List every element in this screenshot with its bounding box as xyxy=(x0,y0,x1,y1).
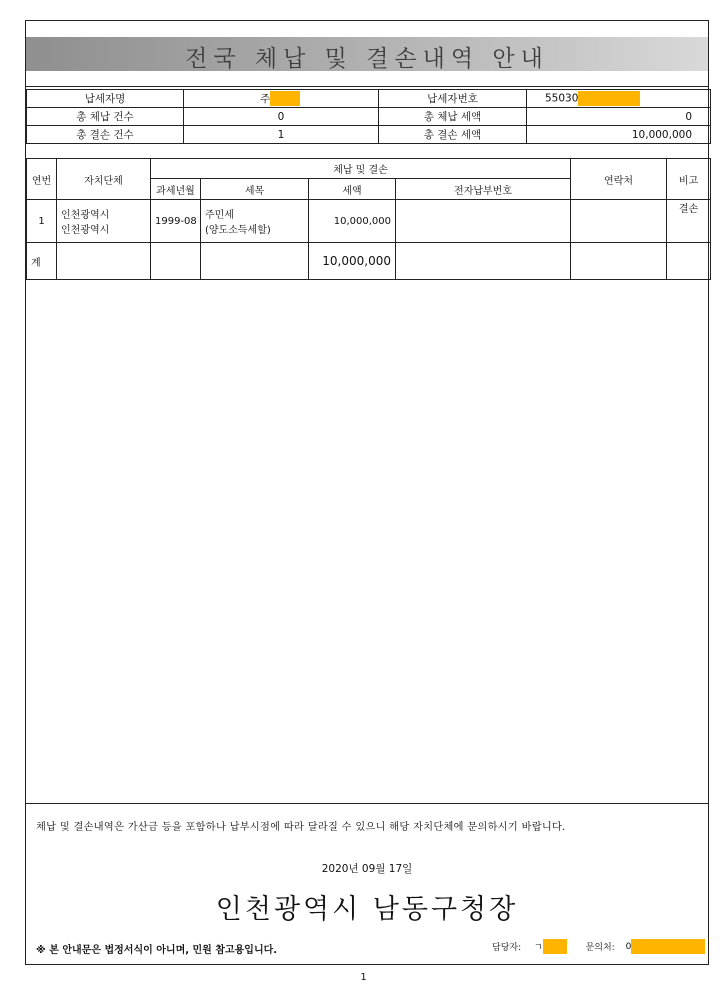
inquiry-label: 문의처: xyxy=(585,943,615,953)
officer-value: ㄱ xyxy=(534,943,543,953)
detail-table xyxy=(26,158,711,280)
arrears-amount-value: 0 xyxy=(527,108,711,126)
total-empty-cell xyxy=(396,243,571,280)
summary-row-taxpayer xyxy=(27,90,711,108)
taxpayer-no-label: 납세자번호 xyxy=(379,90,527,108)
redaction-mask xyxy=(270,91,300,106)
row-e-payment-no xyxy=(396,200,571,243)
row-local-gov-line1: 인천광역시 xyxy=(61,210,110,221)
redaction-mask xyxy=(578,91,640,106)
loss-count-value: 1 xyxy=(184,126,379,144)
summary-row-arrears xyxy=(27,108,711,126)
total-empty-cell xyxy=(57,243,151,280)
row-local-gov-line2: 인천광역시 xyxy=(61,225,110,236)
header-tax-item: 세목 xyxy=(201,179,309,200)
header-tax-amount: 세액 xyxy=(309,179,396,200)
header-remark: 비고 xyxy=(667,159,711,200)
total-amount: 10,000,000 xyxy=(309,243,396,280)
officer-label: 담당자: xyxy=(492,943,522,953)
row-seq: 1 xyxy=(27,200,57,243)
row-local-gov xyxy=(57,200,151,243)
header-tax-month: 과세년월 xyxy=(151,179,201,200)
total-row xyxy=(27,243,711,280)
document-title: 전국 체납 및 결손내역 안내 xyxy=(185,46,549,72)
taxpayer-name-value: 주 xyxy=(260,92,271,105)
header-group: 체납 및 결손 xyxy=(151,159,571,179)
footer-note: ※ 본 안내문은 법정서식이 아니며, 민원 참고용입니다. xyxy=(36,945,278,956)
total-empty-cell xyxy=(571,243,667,280)
summary-table xyxy=(26,89,711,144)
header-local-gov: 자치단체 xyxy=(57,159,151,200)
loss-count-label: 총 결손 건수 xyxy=(27,126,184,144)
redaction-mask xyxy=(631,939,705,954)
total-empty-cell xyxy=(667,243,711,280)
detail-header-row-1 xyxy=(27,159,711,179)
notice-text: 체납 및 결손내역은 가산금 등을 포함하나 납부시점에 따라 달라질 수 있으니 해당 자치단체에 문의하시기 바랍니다. xyxy=(36,822,566,833)
total-empty-cell xyxy=(201,243,309,280)
row-tax-item xyxy=(201,200,309,243)
table-row xyxy=(27,200,711,243)
arrears-count-value: 0 xyxy=(184,108,379,126)
issue-date: 2020년 09월 17일 xyxy=(321,863,413,875)
redaction-mask xyxy=(543,939,567,954)
title-divider xyxy=(26,86,708,87)
header-seq: 연번 xyxy=(27,159,57,200)
row-tax-item-line1: 주민세 xyxy=(205,210,234,221)
page-number: 1 xyxy=(360,972,367,983)
footer-divider xyxy=(26,803,708,804)
header-contact: 연락처 xyxy=(571,159,667,200)
row-tax-item-line2: (양도소득세할) xyxy=(205,225,271,236)
row-tax-amount: 10,000,000 xyxy=(309,200,396,243)
loss-amount-label: 총 결손 세액 xyxy=(379,126,527,144)
footer-contact xyxy=(492,939,705,954)
arrears-amount-label: 총 체납 세액 xyxy=(379,108,527,126)
document-frame xyxy=(25,20,709,965)
taxpayer-name-label: 납세자명 xyxy=(27,90,184,108)
total-label: 계 xyxy=(27,243,57,280)
title-band xyxy=(26,37,708,71)
total-empty-cell xyxy=(151,243,201,280)
loss-amount-value: 10,000,000 xyxy=(527,126,711,144)
taxpayer-no-value: 55030 xyxy=(545,92,579,105)
inquiry-value: 0 xyxy=(625,941,632,952)
row-tax-month: 1999-08 xyxy=(151,200,201,243)
taxpayer-name-cell xyxy=(184,90,379,108)
row-remark: 결손 xyxy=(667,200,711,243)
taxpayer-no-cell xyxy=(527,90,711,108)
signer: 인천광역시 남동구청장 xyxy=(215,894,519,925)
arrears-count-label: 총 체납 건수 xyxy=(27,108,184,126)
header-e-payment-no: 전자납부번호 xyxy=(396,179,571,200)
summary-row-loss xyxy=(27,126,711,144)
row-contact xyxy=(571,200,667,243)
